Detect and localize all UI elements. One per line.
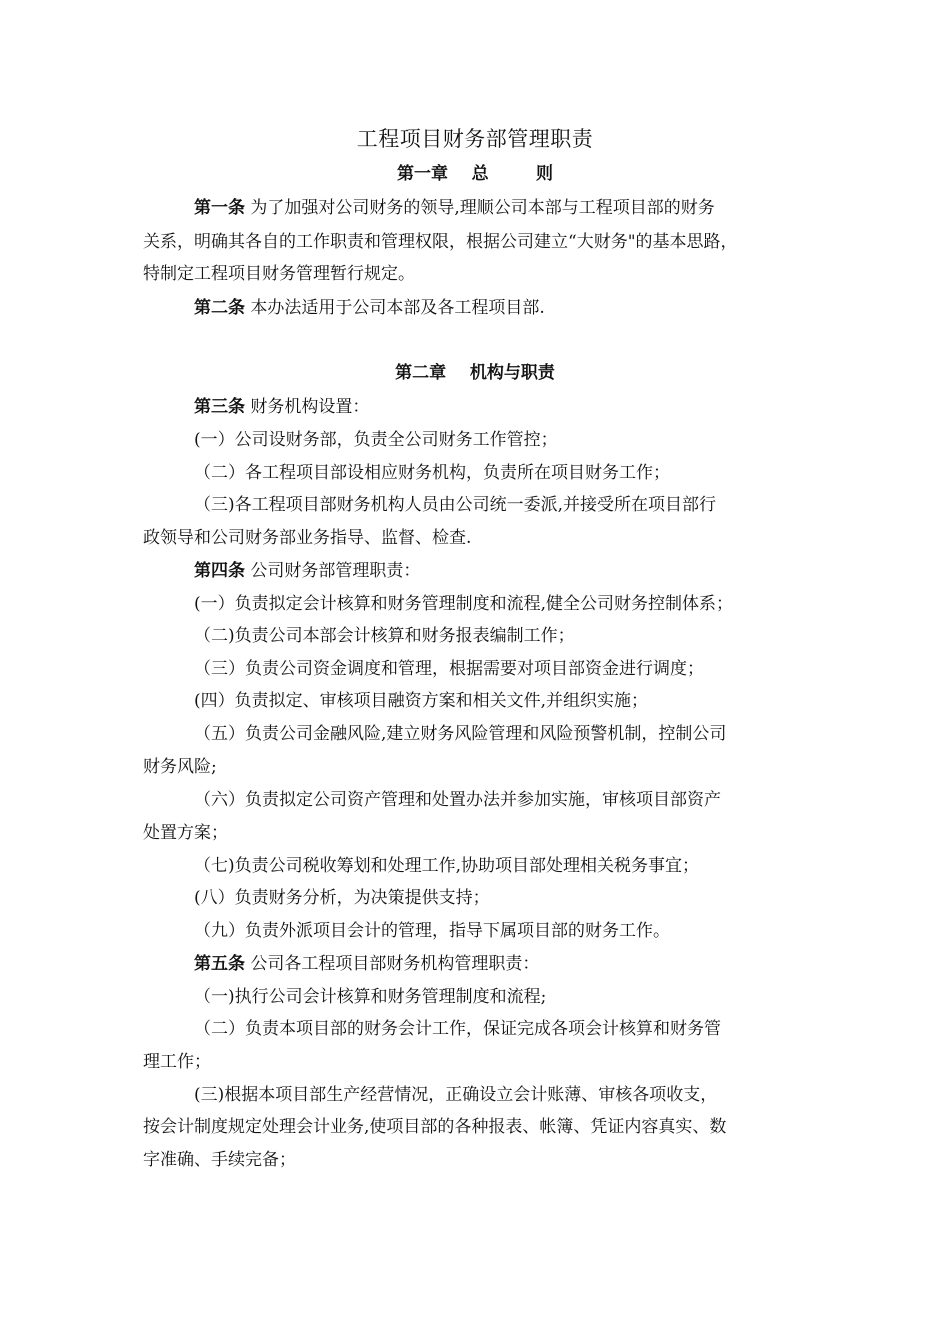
article-5-item-3-cont-2: 字准确、手续完备； (143, 1150, 296, 1170)
article-2-heading: 第二条 (194, 298, 245, 318)
article-4-item-6: （六）负责拟定公司资产管理和处置办法并参加实施，审核项目部资产 (194, 790, 721, 810)
article-5-item-2: （二）负责本项目部的财务会计工作，保证完成各项会计核算和财务管 (194, 1019, 721, 1039)
article-4-item-6-cont: 处置方案； (143, 823, 228, 843)
article-1-text: 为了加强对公司财务的领导,理顺公司本部与工程项目部的财务 (245, 198, 715, 218)
article-1-line-1 (194, 195, 715, 221)
article-1-heading: 第一条 (194, 198, 245, 218)
article-3-line-1 (194, 394, 369, 420)
article-3-text: 财务机构设置： (245, 397, 370, 417)
article-3-item-2: （二）各工程项目部设相应财务机构，负责所在项目财务工作； (194, 463, 670, 483)
article-4-heading: 第四条 (194, 561, 245, 581)
article-5-item-3-cont-1: 按会计制度规定处理会计业务,使项目部的各种报表、帐簿、凭证内容真实、数 (143, 1117, 727, 1137)
chapter-2-heading: 第二章 机构与职责 (395, 363, 555, 383)
article-4-item-9: （九）负责外派项目会计的管理，指导下属项目部的财务工作。 (194, 921, 670, 941)
article-5-text: 公司各工程项目部财务机构管理职责： (245, 954, 540, 974)
article-4-item-5-cont: 财务风险; (143, 757, 217, 777)
article-3-heading: 第三条 (194, 397, 245, 417)
article-4-item-5: （五）负责公司金融风险,建立财务风险管理和风险预警机制，控制公司 (194, 724, 727, 744)
article-5-heading: 第五条 (194, 954, 245, 974)
article-4-item-7: （七)负责公司税收筹划和处理工作,协助项目部处理相关税务事宜； (194, 856, 700, 876)
article-1-line-2: 关系，明确其各自的工作职责和管理权限，根据公司建立“大财务"的基本思路， (143, 232, 738, 252)
article-3-item-1: (一）公司设财务部，负责全公司财务工作管控； (194, 430, 558, 450)
article-4-item-4: (四）负责拟定、审核项目融资方案和相关文件,并组织实施； (194, 691, 649, 711)
article-3-item-3-cont: 政领导和公司财务部业务指导、监督、检查. (143, 528, 472, 548)
article-2-text: 本办法适用于公司本部及各工程项目部. (245, 298, 545, 318)
article-4-item-1: (一）负责拟定会计核算和财务管理制度和流程,健全公司财务控制体系； (194, 594, 734, 614)
article-2-line-1 (194, 295, 545, 321)
article-4-item-2: （二)负责公司本部会计核算和财务报表编制工作； (194, 626, 575, 646)
article-5-line-1 (194, 951, 539, 977)
article-4-line-1 (194, 558, 420, 584)
article-5-item-2-cont: 理工作； (143, 1052, 211, 1072)
article-5-item-3: (三)根据本项目部生产经营情况，正确设立会计账薄、审核各项收支， (194, 1085, 718, 1105)
article-1-line-3: 特制定工程项目财务管理暂行规定。 (143, 264, 415, 284)
article-3-item-3: （三)各工程项目部财务机构人员由公司统一委派,并接受所在项目部行 (194, 495, 717, 515)
article-4-text: 公司财务部管理职责： (245, 561, 421, 581)
document-title: 工程项目财务部管理职责 (356, 127, 594, 151)
chapter-1-heading: 第一章 总 则 (396, 164, 554, 184)
article-5-item-1: （一)执行公司会计核算和财务管理制度和流程; (194, 987, 547, 1007)
article-4-item-3: （三）负责公司资金调度和管理，根据需要对项目部资金进行调度； (194, 659, 704, 679)
article-4-item-8: (八）负责财务分析，为决策提供支持； (194, 888, 490, 908)
